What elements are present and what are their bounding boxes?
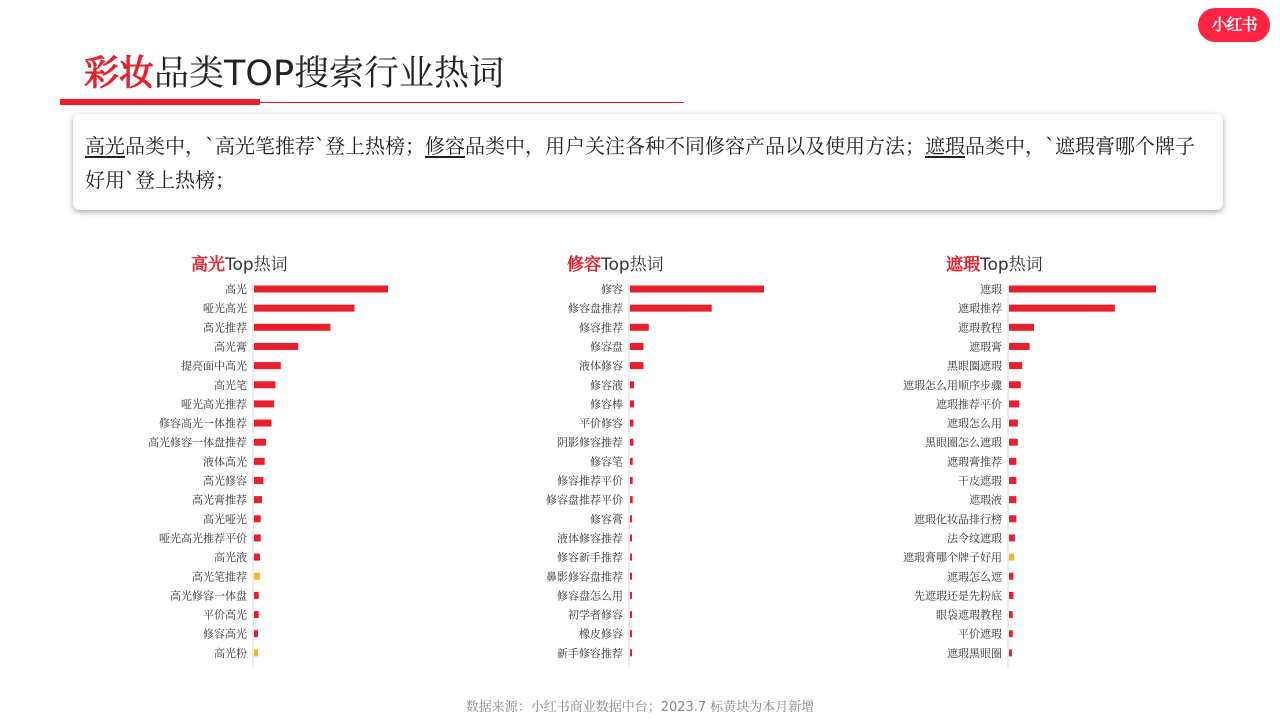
category-label: 高光笔 [214, 378, 247, 392]
chart-highlight [148, 282, 393, 672]
category-label: 修容盘推荐平价 [546, 493, 623, 507]
bar [1009, 477, 1016, 484]
description-box [73, 114, 1223, 210]
bar [630, 554, 632, 561]
category-label: 法令纹遮瑕 [947, 531, 1002, 545]
bar [254, 305, 355, 312]
category-label: 修容膏 [590, 512, 623, 526]
bar [1009, 630, 1013, 637]
category-label: 修容高光一体推荐 [159, 417, 247, 431]
category-label: 遮瑕怎么遮 [947, 570, 1002, 584]
bar [1009, 400, 1019, 407]
page-title [84, 52, 504, 96]
bar [254, 592, 259, 599]
category-label: 遮瑕膏推荐 [947, 455, 1002, 469]
bar [630, 305, 712, 312]
category-label: 修容盘推荐 [568, 302, 623, 316]
bar [630, 286, 764, 293]
bar [254, 458, 265, 465]
bar [254, 381, 275, 388]
category-label: 哑光高光 [203, 302, 247, 316]
category-label: 平价修容 [579, 417, 623, 431]
title-accent-bar [60, 99, 260, 105]
bar [630, 362, 643, 369]
category-label: 眼袋遮瑕教程 [936, 608, 1002, 622]
bar [254, 343, 298, 350]
category-label: 修容 [601, 283, 623, 296]
bar [1009, 458, 1016, 465]
title-highlight: 彩妆 [84, 54, 155, 94]
xiaohongshu-logo: 小红书 [1198, 8, 1270, 42]
bar [254, 420, 271, 427]
bar [254, 573, 260, 580]
bar [1009, 496, 1016, 503]
bar [254, 630, 258, 637]
bar [1009, 592, 1013, 599]
category-label: 修容新手推荐 [557, 551, 623, 565]
bar [1009, 534, 1015, 541]
category-label: 修容盘 [590, 340, 623, 354]
category-label: 修容棒 [590, 397, 623, 411]
bar [254, 649, 258, 656]
bar [630, 477, 633, 484]
desc-text-3: 品类中，`遮瑕膏哪个牌子好用`登上热榜； [85, 134, 1195, 192]
category-label: 高光笔推荐 [192, 570, 247, 584]
category-label: 高光粉 [214, 646, 247, 660]
category-label: 高光 [225, 283, 247, 296]
category-label: 修容液 [590, 378, 623, 392]
title-rest: 品类TOP搜索行业热词 [154, 54, 505, 94]
bar [1009, 381, 1021, 388]
category-label: 高光修容 [203, 474, 247, 488]
category-label: 哑光高光推荐平价 [159, 531, 247, 545]
bar [1009, 611, 1013, 618]
bar [254, 439, 266, 446]
category-label: 先遮瑕还是先粉底 [914, 589, 1002, 603]
category-label: 哑光高光推荐 [181, 397, 247, 411]
category-label: 阴影修容推荐 [557, 436, 623, 450]
desc-text-1: 品类中，`高光笔推荐`登上热榜； [125, 134, 425, 158]
category-label: 遮瑕怎么用顺序步骤 [903, 378, 1002, 392]
bar [1009, 362, 1022, 369]
bar [630, 343, 643, 350]
category-label: 遮瑕膏 [969, 340, 1002, 354]
category-label: 液体高光 [203, 455, 247, 469]
category-label: 初学者修容 [568, 608, 623, 622]
bar [254, 554, 260, 561]
chart-title-highlight [191, 250, 288, 275]
chart-title-suffix: Top热词 [225, 255, 288, 275]
category-label: 遮瑕 [980, 283, 1002, 296]
category-label: 高光推荐 [203, 321, 247, 335]
category-label: 平价遮瑕 [958, 627, 1002, 641]
chart-title-suffix: Top热词 [980, 255, 1043, 275]
data-source-note: 数据来源：小红书商业数据中台；2023.7 标黄块为本月新增 [465, 700, 815, 715]
bar [630, 534, 632, 541]
bar [630, 515, 632, 522]
category-label: 遮瑕推荐平价 [936, 397, 1002, 411]
category-label: 遮瑕怎么用 [947, 417, 1002, 431]
desc-keyword-concealer: 遮瑕 [925, 134, 965, 158]
category-label: 高光修容一体盘推荐 [148, 436, 247, 450]
category-label: 液体修容推荐 [557, 531, 623, 545]
category-label: 干皮遮瑕 [958, 474, 1002, 488]
bar [630, 496, 633, 503]
bar [254, 362, 281, 369]
category-label: 遮瑕膏哪个牌子好用 [903, 551, 1002, 565]
bar [630, 400, 634, 407]
category-label: 高光膏 [214, 340, 247, 354]
desc-text-2: 品类中，用户关注各种不同修容产品以及使用方法； [465, 134, 925, 158]
bar [630, 611, 632, 618]
desc-keyword-highlight: 高光 [85, 134, 125, 158]
bar [254, 611, 259, 618]
category-label: 遮瑕化妆品排行榜 [914, 512, 1002, 526]
bar [254, 496, 262, 503]
bar [1009, 515, 1016, 522]
category-label: 修容盘怎么用 [557, 589, 623, 603]
category-label: 遮瑕黑眼圈 [947, 646, 1002, 660]
bar [1009, 305, 1115, 312]
bar [630, 573, 632, 580]
bar [254, 286, 388, 293]
category-label: 高光哑光 [203, 512, 247, 526]
category-label: 遮瑕教程 [958, 321, 1002, 335]
category-label: 橡皮修容 [579, 627, 623, 641]
bar [254, 534, 261, 541]
bar [1009, 554, 1014, 561]
chart-title-keyword: 高光 [191, 255, 225, 275]
category-label: 液体修容 [579, 359, 623, 373]
bar [630, 439, 633, 446]
chart-title-contour [567, 250, 664, 275]
category-label: 高光液 [214, 551, 247, 565]
bar [1009, 420, 1018, 427]
category-label: 修容高光 [203, 627, 247, 641]
bar [254, 400, 274, 407]
bar [1009, 439, 1018, 446]
bar [1009, 324, 1034, 331]
bar [1009, 649, 1012, 656]
bar [630, 649, 632, 656]
category-label: 修容推荐平价 [557, 474, 623, 488]
bar [1009, 343, 1030, 350]
desc-keyword-contour: 修容 [425, 134, 465, 158]
bar [630, 420, 633, 427]
category-label: 遮瑕液 [969, 493, 1002, 507]
bar [254, 477, 263, 484]
chart-concealer [903, 282, 1158, 672]
bar [630, 592, 632, 599]
bar [630, 381, 634, 388]
chart-title-suffix: Top热词 [601, 255, 664, 275]
category-label: 遮瑕推荐 [958, 302, 1002, 316]
bar [254, 515, 261, 522]
category-label: 平价高光 [203, 608, 247, 622]
bar [630, 324, 649, 331]
bar [630, 458, 633, 465]
category-label: 高光膏推荐 [192, 493, 247, 507]
category-label: 高光修容一体盘 [170, 589, 247, 603]
chart-title-keyword: 遮瑕 [946, 255, 980, 275]
chart-title-keyword: 修容 [567, 255, 601, 275]
category-label: 鼻影修容盘推荐 [546, 570, 623, 584]
bar [1009, 573, 1013, 580]
chart-contour [546, 282, 769, 672]
category-label: 修容笔 [590, 455, 623, 469]
bar [254, 324, 330, 331]
category-label: 修容推荐 [579, 321, 623, 335]
chart-title-concealer [946, 250, 1043, 275]
category-label: 黑眼圈遮瑕 [947, 359, 1002, 373]
bar [1009, 286, 1156, 293]
category-label: 提亮面中高光 [181, 359, 247, 373]
category-label: 黑眼圈怎么遮瑕 [925, 436, 1002, 450]
category-label: 新手修容推荐 [557, 646, 623, 660]
bar [630, 630, 632, 637]
